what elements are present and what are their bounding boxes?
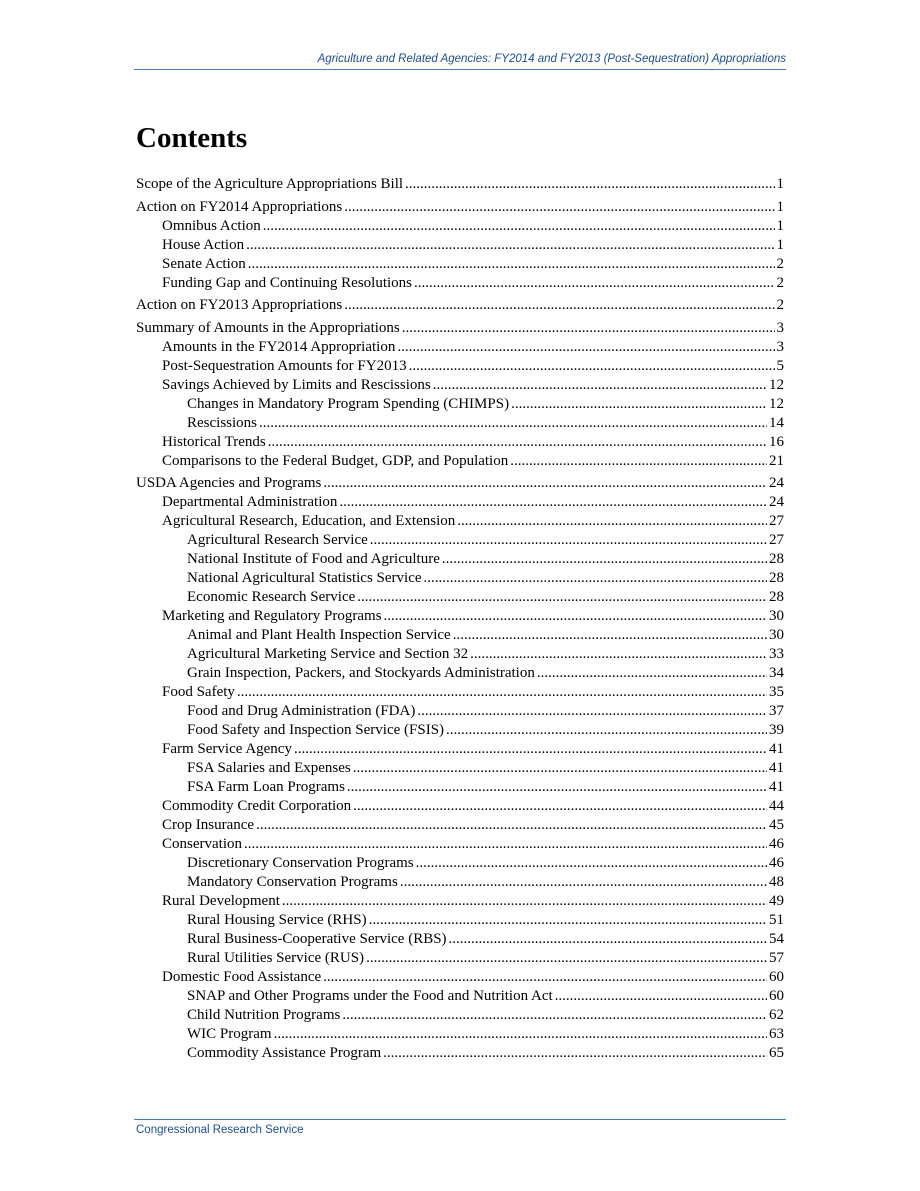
toc-entry-page-number: 12 [769,395,784,412]
toc-dot-leader [353,798,767,815]
toc-entry-label: Mandatory Conservation Programs [187,874,398,890]
toc-entry-label: Food Safety [162,684,235,700]
toc-entry-label: Marketing and Regulatory Programs [162,608,382,624]
toc-entry[interactable] [136,297,784,316]
toc-dot-leader [323,475,767,492]
toc-entry-label: Action on FY2014 Appropriations [136,198,343,215]
toc-entry-page-number: 60 [769,988,784,1004]
running-footer [134,1119,786,1136]
toc-entry-label: Savings Achieved by Limits and Rescissions [162,376,431,393]
toc-entry[interactable] [136,494,784,513]
toc-entry-page-number: 35 [769,684,784,700]
toc-entry-label: Rural Utilities Service (RUS) [187,950,365,966]
toc-dot-leader [268,434,767,451]
toc-entry-page-number: 51 [769,912,784,928]
toc-dot-leader [353,760,767,777]
toc-entry-page-number: 65 [769,1045,784,1061]
toc-entry-page-number: 41 [769,741,784,757]
toc-entry[interactable] [136,893,784,912]
running-header-text: Agriculture and Related Agencies: FY2014 and FY2013 (Post-Sequestration) Appropriations [317,53,786,65]
toc-entry-page-number: 30 [769,608,784,624]
toc-entry-label: Amounts in the FY2014 Appropriation [162,338,396,355]
toc-entry-label: Scope of the Agriculture Appropriations Bill [136,176,404,192]
toc-entry-page-number: 2 [776,297,784,313]
toc-dot-leader [397,339,774,356]
page-title: Contents [136,122,248,154]
toc-entry-label: FSA Salaries and Expenses [187,760,351,776]
toc-dot-leader [259,415,767,432]
toc-entry-label: Agricultural Marketing Service and Section 32 [187,646,469,662]
toc-entry[interactable] [136,969,784,988]
toc-dot-leader [244,836,767,853]
toc-entry-page-number: 46 [769,855,784,871]
toc-dot-leader [424,570,767,587]
toc-entry-page-number: 28 [769,551,784,567]
toc-entry-label: Post-Sequestration Amounts for FY2013 [162,357,407,374]
toc-entry[interactable] [136,339,784,358]
toc-entry[interactable] [136,912,784,931]
toc-entry[interactable] [136,396,784,415]
toc-entry-label: Commodity Assistance Program [187,1045,382,1061]
toc-dot-leader [416,855,767,872]
toc-entry-page-number: 1 [776,176,784,192]
toc-entry-page-number: 1 [776,198,784,215]
toc-dot-leader [357,589,767,606]
toc-dot-leader [555,988,767,1005]
toc-entry[interactable] [136,817,784,836]
toc-dot-leader [294,741,767,758]
toc-entry-page-number: 30 [769,627,784,643]
toc-entry[interactable] [136,275,784,294]
toc-dot-leader [470,646,767,663]
toc-entry-label: Food and Drug Administration (FDA) [187,703,416,719]
toc-entry[interactable] [136,988,784,1007]
toc-entry-label: Agricultural Research Service [187,532,368,548]
toc-entry-page-number: 34 [769,665,784,681]
toc-dot-leader [402,320,775,337]
toc-dot-leader [347,779,767,796]
toc-entry[interactable] [136,551,784,570]
toc-entry-label: Food Safety and Inspection Service (FSIS) [187,722,445,738]
toc-entry-page-number: 14 [769,414,784,431]
toc-entry-page-number: 54 [769,931,784,947]
toc-entry-label: Action on FY2013 Appropriations [136,297,343,313]
toc-entry[interactable] [136,176,784,195]
toc-entry-label: Grain Inspection, Packers, and Stockyards Administration [187,665,535,681]
toc-entry[interactable] [136,703,784,722]
toc-entry-page-number: 44 [769,798,784,814]
toc-entry[interactable] [136,415,784,434]
toc-entry-label: USDA Agencies and Programs [136,475,322,491]
toc-entry-label: Rural Development [162,893,280,909]
toc-entry-label: Departmental Administration [162,494,338,510]
toc-entry-page-number: 2 [776,274,784,291]
toc-dot-leader [323,969,767,986]
toc-dot-leader [237,684,767,701]
footer-text: Congressional Research Service [136,1124,304,1136]
toc-entry[interactable] [136,475,784,494]
toc-entry-page-number: 24 [769,475,784,491]
toc-entry-label: Agricultural Research, Education, and Extension [162,513,456,529]
toc-entry-page-number: 49 [769,893,784,909]
toc-dot-leader [453,627,767,644]
toc-entry-label: Rural Business-Cooperative Service (RBS) [187,931,447,947]
toc-dot-leader [537,665,767,682]
toc-entry[interactable] [136,608,784,627]
toc-entry-page-number: 48 [769,874,784,890]
running-header [134,53,786,70]
toc-entry-label: Rural Housing Service (RHS) [187,912,367,928]
toc-entry-page-number: 21 [769,452,784,469]
toc-entry-page-number: 37 [769,703,784,719]
toc-dot-leader [511,396,767,413]
toc-entry-page-number: 33 [769,646,784,662]
toc-entry-page-number: 41 [769,779,784,795]
toc-entry[interactable] [136,453,784,472]
toc-entry[interactable] [136,931,784,950]
toc-entry-page-number: 60 [769,969,784,985]
toc-entry[interactable] [136,1026,784,1045]
toc-dot-leader [405,176,774,193]
toc-entry-label: National Agricultural Statistics Service [187,570,422,586]
toc-dot-leader [446,722,767,739]
table-of-contents [136,176,784,1064]
toc-dot-leader [449,931,767,948]
toc-entry-label: Commodity Credit Corporation [162,798,352,814]
toc-entry-label: Summary of Amounts in the Appropriations [136,319,400,336]
toc-entry[interactable] [136,722,784,741]
toc-dot-leader [417,703,767,720]
toc-entry[interactable] [136,237,784,256]
toc-entry[interactable] [136,665,784,684]
toc-entry-label: Omnibus Action [162,217,261,234]
toc-entry-page-number: 1 [776,217,784,234]
toc-entry-page-number: 16 [769,433,784,450]
toc-entry-label: Rescissions [187,414,258,431]
toc-entry-label: Discretionary Conservation Programs [187,855,414,871]
toc-dot-leader [256,817,767,834]
toc-entry[interactable] [136,570,784,589]
toc-entry[interactable] [136,377,784,396]
toc-entry-label: Changes in Mandatory Program Spending (CHIMPS) [187,395,510,412]
toc-entry-label: Historical Trends [162,433,266,450]
toc-entry-label: Domestic Food Assistance [162,969,322,985]
toc-entry[interactable] [136,513,784,532]
toc-entry[interactable] [136,760,784,779]
toc-entry-label: Senate Action [162,255,246,272]
toc-entry-label: Child Nutrition Programs [187,1007,341,1023]
toc-dot-leader [339,494,767,511]
toc-entry-page-number: 3 [776,338,784,355]
toc-entry[interactable] [136,684,784,703]
toc-entry[interactable] [136,646,784,665]
toc-entry-page-number: 1 [776,236,784,253]
toc-dot-leader [433,377,767,394]
toc-entry-page-number: 28 [769,589,784,605]
toc-entry-page-number: 45 [769,817,784,833]
toc-entry[interactable] [136,589,784,608]
toc-dot-leader [400,874,767,891]
toc-entry-page-number: 57 [769,950,784,966]
toc-entry[interactable] [136,950,784,969]
toc-entry-page-number: 41 [769,760,784,776]
toc-dot-leader [369,912,767,929]
toc-dot-leader [409,358,775,375]
toc-entry[interactable] [136,855,784,874]
toc-entry-label: SNAP and Other Programs under the Food and Nutrition Act [187,988,553,1004]
toc-entry-label: Conservation [162,836,242,852]
toc-entry-label: FSA Farm Loan Programs [187,779,345,795]
toc-entry-label: Animal and Plant Health Inspection Service [187,627,451,643]
toc-entry-page-number: 5 [776,357,784,374]
toc-entry[interactable] [136,434,784,453]
toc-dot-leader [414,275,774,292]
toc-entry[interactable] [136,836,784,855]
toc-entry-page-number: 27 [769,513,784,529]
toc-entry-page-number: 12 [769,376,784,393]
toc-dot-leader [274,1026,767,1043]
toc-entry[interactable] [136,741,784,760]
toc-entry-label: Crop Insurance [162,817,255,833]
toc-entry[interactable] [136,1007,784,1026]
toc-dot-leader [246,237,774,254]
toc-entry[interactable] [136,218,784,237]
toc-entry-page-number: 3 [776,319,784,336]
toc-entry[interactable] [136,256,784,275]
toc-dot-leader [282,893,767,910]
toc-entry-label: Economic Research Service [187,589,356,605]
toc-dot-leader [366,950,767,967]
toc-entry-label: Funding Gap and Continuing Resolutions [162,274,413,291]
toc-entry[interactable] [136,874,784,893]
toc-entry[interactable] [136,320,784,339]
toc-entry-label: WIC Program [187,1026,272,1042]
toc-entry-label: Farm Service Agency [162,741,292,757]
toc-entry-page-number: 27 [769,532,784,548]
toc-dot-leader [510,453,767,470]
toc-entry[interactable] [136,627,784,646]
toc-entry[interactable] [136,358,784,377]
toc-dot-leader [344,297,774,314]
toc-dot-leader [384,608,767,625]
toc-dot-leader [342,1007,767,1024]
toc-entry-page-number: 24 [769,494,784,510]
toc-entry-page-number: 28 [769,570,784,586]
toc-entry[interactable] [136,532,784,551]
toc-entry[interactable] [136,798,784,817]
toc-dot-leader [442,551,767,568]
toc-entry-page-number: 63 [769,1026,784,1042]
toc-dot-leader [248,256,775,273]
toc-dot-leader [383,1045,767,1062]
toc-dot-leader [263,218,775,235]
toc-dot-leader [344,199,774,216]
toc-dot-leader [370,532,767,549]
toc-entry-label: Comparisons to the Federal Budget, GDP, and Population [162,452,509,469]
toc-entry-page-number: 39 [769,722,784,738]
toc-dot-leader [457,513,767,530]
toc-entry[interactable] [136,779,784,798]
toc-entry-label: National Institute of Food and Agriculture [187,551,440,567]
toc-entry-page-number: 62 [769,1007,784,1023]
toc-entry[interactable] [136,199,784,218]
toc-entry[interactable] [136,1045,784,1064]
toc-entry-label: House Action [162,236,245,253]
toc-entry-page-number: 2 [776,255,784,272]
toc-entry-page-number: 46 [769,836,784,852]
